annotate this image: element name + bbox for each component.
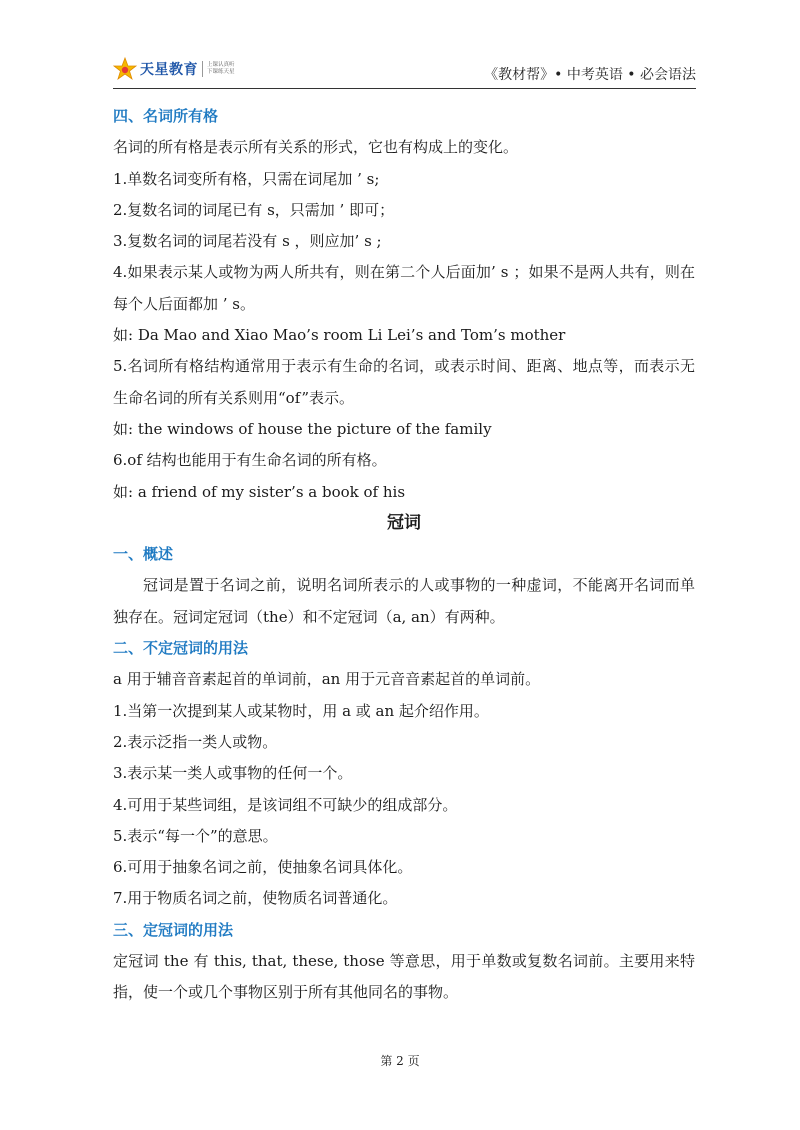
rule-item: 1.当第一次提到某人或某物时，用 a 或 an 起介绍作用。 [113,701,489,720]
section-heading-possessive: 四、名词所有格 [113,107,219,125]
slogan-line-1: 上课认真听 [207,62,235,68]
logo [113,56,235,82]
logo-divider [202,61,203,77]
slogan-line-2: 下课练天星 [207,69,235,75]
rule-item: 6.of 结构也能用于有生命名词的所有格。 [113,451,387,470]
page-content [113,101,695,1009]
rule-item: 2.复数名词的词尾已有 s，只需加 ’ 即可； [113,200,395,219]
rule-item: 4.可用于某些词组，是该词组不可缺少的组成部分。 [113,795,458,814]
rule-item: 6.可用于抽象名词之前，使抽象名词具体化。 [113,858,413,877]
logo-name: 天星教育 [140,62,198,78]
section-heading-indefinite-article: 二、不定冠词的用法 [113,639,249,658]
page-number: 第 2 页 [380,1054,420,1068]
star-logo-icon [113,57,137,81]
example-line: 如: the windows of house the picture of the family [113,419,492,438]
section-heading-overview: 一、概述 [113,545,174,564]
rule-item: 3.复数名词的词尾若没有 s ，则应加’ s ; [113,232,382,251]
book-series-title: 《教材帮》• 中考英语 • 必会语法 [484,67,696,83]
example-line: 如: a friend of my sister’s a book of his [113,482,406,501]
logo-slogan [207,62,235,76]
paragraph: a 用于辅音音素起首的单词前，an 用于元音音素起首的单词前。 [113,670,541,689]
rule-item: 3.表示某一类人或事物的任何一个。 [113,764,353,783]
paragraph: 名词的所有格是表示所有关系的形式，它也有构成上的变化。 [113,138,519,157]
rule-item: 2.表示泛指一类人或物。 [113,732,278,751]
example-line: 如: Da Mao and Xiao Mao’s room Li Lei’s and Tom’s mother [113,326,566,345]
rule-item: 4.如果表示某人或物为两人所共有，则在第二个人后面加’ s ；如果不是两人共有，则在每个人后面都加 ’ s。 [113,263,695,313]
rule-item: 7.用于物质名词之前，使物质名词普通化。 [113,889,398,908]
rule-item: 5.名词所有格结构通常用于表示有生命的名词，或表示时间、距离、地点等，而表示无生命名词的所有关系则用“of”表示。 [113,357,695,407]
page-header [113,52,696,89]
rule-item: 5.表示“每一个”的意思。 [113,826,278,845]
rule-item: 1.单数名词变所有格，只需在词尾加 ’ s; [113,169,380,188]
chapter-title: 冠词 [387,512,421,533]
paragraph: 冠词是置于名词之前，说明名词所表示的人或事物的一种虚词，不能离开名词而单独存在。冠词定冠词（the）和不定冠词（a, an）有两种。 [113,576,695,626]
paragraph: 定冠词 the 有 this, that, these, those 等意思，用于单数或复数名词前。主要用来特指，使一个或几个事物区别于所有其他同名的事物。 [113,952,695,1002]
section-heading-definite-article: 三、定冠词的用法 [113,920,234,939]
